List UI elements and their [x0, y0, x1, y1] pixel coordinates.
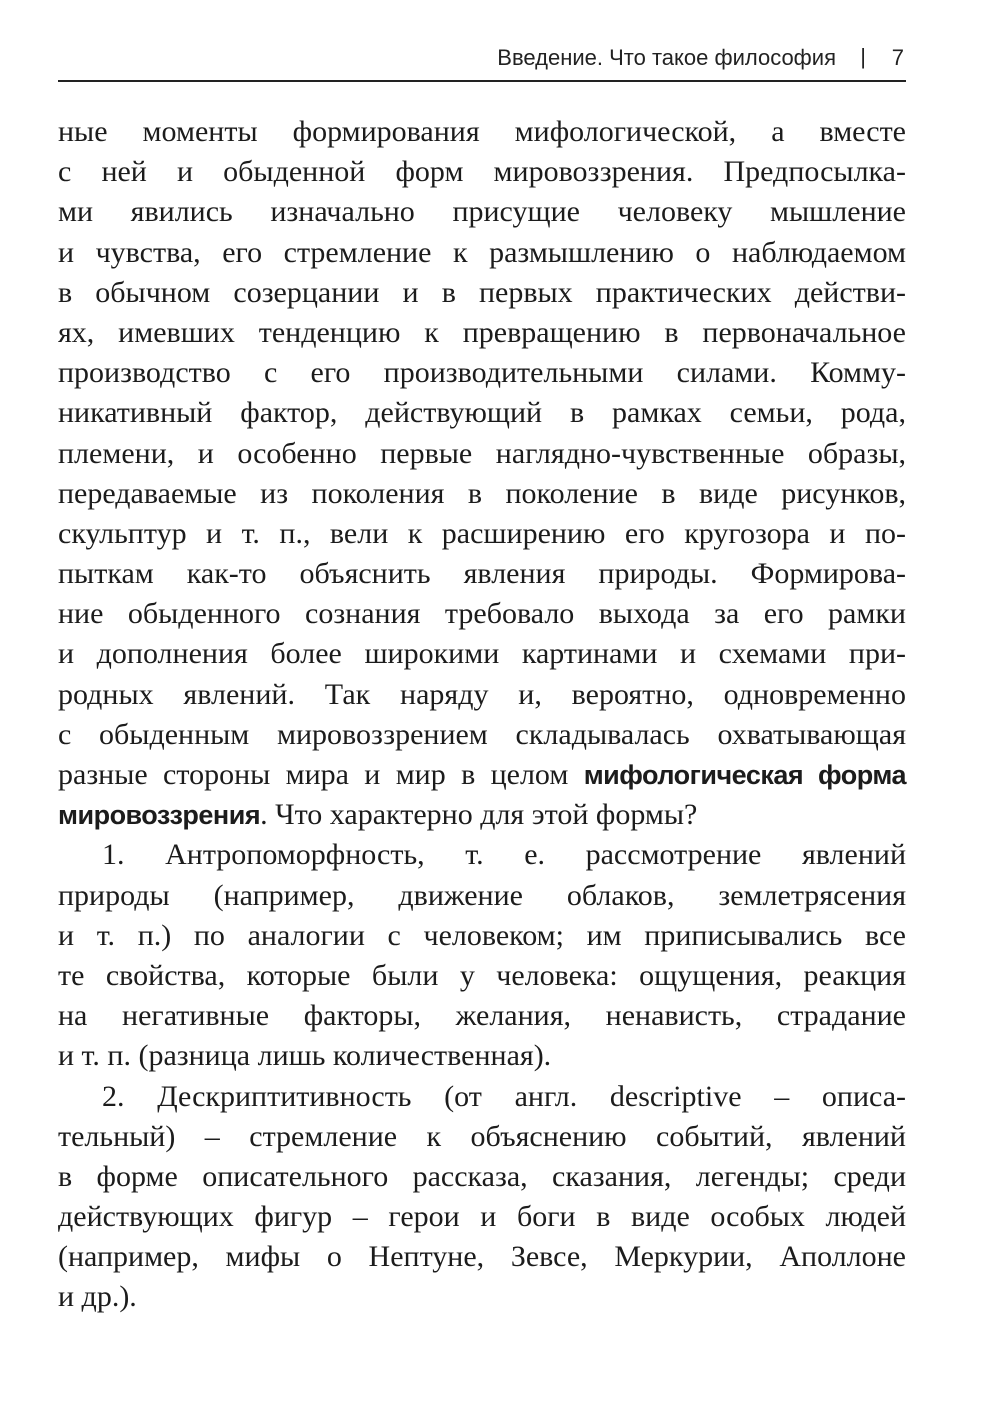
running-header-separator: | — [860, 44, 866, 69]
page-body — [58, 112, 906, 1318]
text-line: и дополнения более широкими картинами и схемами при- — [58, 637, 906, 671]
page-number: 7 — [891, 45, 904, 70]
text-line: с ней и обыденной форм мировоззрения. Предпосылка- — [58, 155, 906, 189]
text-line: производство с его производительными силами. Комму- — [58, 356, 906, 390]
text-line: племени, и особенно первые наглядно-чувственные образы, — [58, 436, 906, 470]
paragraph-descriptiveness — [58, 1077, 906, 1318]
text-line: родных явлений. Так наряду и, вероятно, одновременно — [58, 677, 906, 711]
text-line: природы (например, движение облаков, землетрясения — [58, 878, 906, 912]
bold-term: мифологическая форма — [583, 760, 906, 790]
text-line: ях, имевших тенденцию к превращению в первоначальное — [58, 315, 906, 349]
bold-term: мировоззрения — [58, 800, 261, 831]
text-line: в форме описательного рассказа, сказания, легенды; среди — [58, 1159, 906, 1193]
paragraph-anthropomorphism — [58, 835, 906, 1076]
text-line — [58, 755, 906, 795]
text-line: и др.). — [58, 1280, 137, 1314]
text-line: скульптур и т. п., вели к расширению его кругозора и по- — [58, 516, 906, 550]
text-line: тельный) – стремление к объяснению событий, явлений — [58, 1119, 906, 1153]
text-line: и т. п. (разница лишь количественная). — [58, 1039, 552, 1073]
header-rule — [58, 80, 906, 82]
text-line: ми явились изначально присущие человеку мышление — [58, 195, 906, 229]
text-line: передаваемые из поколения в поколение в виде рисунков, — [58, 476, 906, 510]
text-segment: разные стороны мира и мир в целом — [58, 758, 584, 791]
text-line: ние обыденного сознания требовало выхода за его рамки — [58, 597, 906, 631]
text-line — [58, 795, 906, 835]
text-line: пыткам как-то объяснить явления природы. Формирова- — [58, 557, 906, 591]
text-line: действующих фигур – герои и боги в виде особых людей — [58, 1200, 906, 1234]
text-line: с обыденным мировоззрением складывалась охватывающая — [58, 717, 906, 751]
text-segment: . Что характерно для этой формы? — [260, 798, 698, 832]
text-line: те свойства, которые были у человека: ощущения, реакция — [58, 958, 906, 992]
running-header — [58, 36, 906, 80]
text-line: на негативные факторы, желания, ненависть, страдание — [58, 999, 906, 1033]
paragraph-mythological-worldview — [58, 112, 906, 835]
text-line: 2. Дескриптитивность (от англ. descriptive – описа- — [102, 1079, 906, 1113]
text-line: 1. Антропоморфность, т. е. рассмотрение явлений — [102, 838, 906, 872]
text-line: в обычном созерцании и в первых практических действи- — [58, 275, 906, 309]
text-line: и чувства, его стремление к размышлению о наблюдаемом — [58, 235, 906, 269]
running-header-title: Введение. Что такое философия — [497, 45, 836, 70]
text-line: и т. п.) по аналогии с человеком; им приписывались все — [58, 918, 906, 952]
text-line: никативный фактор, действующий в рамках семьи, рода, — [58, 396, 906, 430]
text-line: (например, мифы о Нептуне, Зевсе, Меркурии, Аполлоне — [58, 1240, 906, 1274]
text-line: ные моменты формирования мифологической, а вместе — [58, 115, 906, 148]
